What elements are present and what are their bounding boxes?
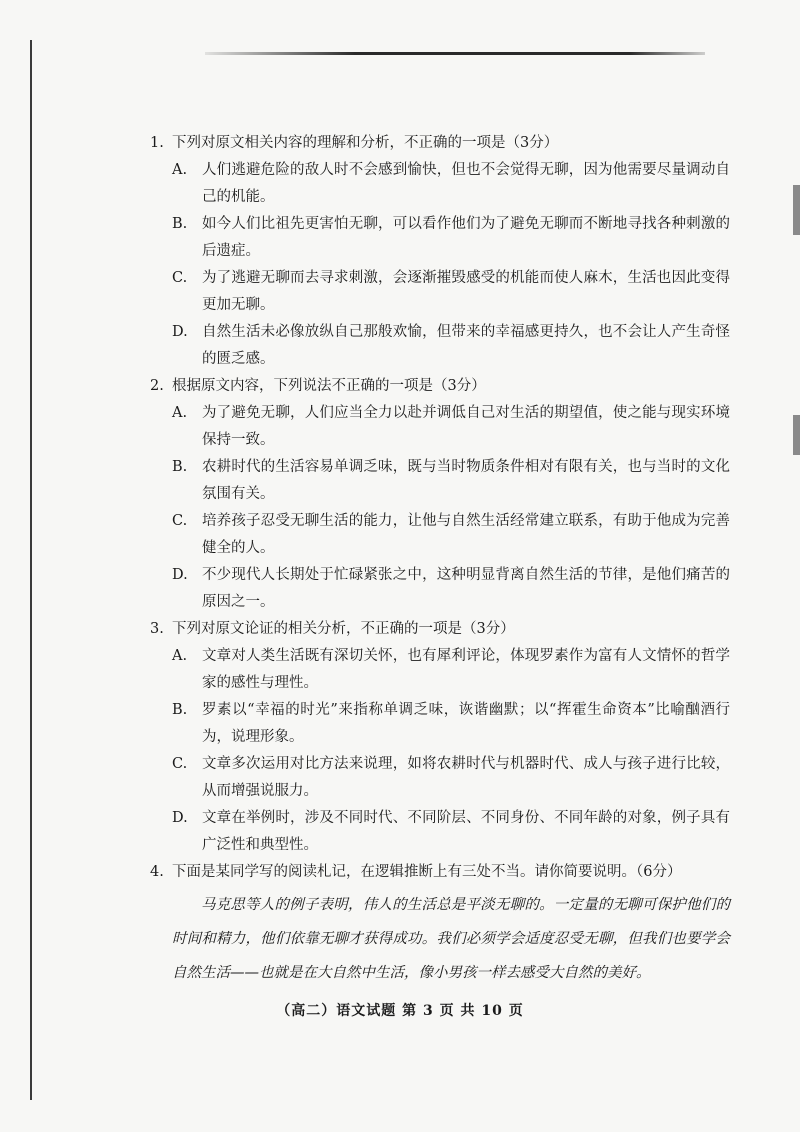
reading-note: 马克思等人的例子表明，伟人的生活总是平淡无聊的。一定量的无聊可保护他们的时间和精力，他们依靠无聊才获得成功。我们必须学会适度忍受无聊，但我们也要学会自然生活——也就是在大自然中生活，像小男孩一样去感受大自然的美好。 [172,897,730,981]
option-text: 人们逃避危险的敌人时不会感到愉快，但也不会觉得无聊，因为他需要尽量调动自己的机能。 [202,162,730,205]
option-c [150,508,730,562]
option-b [150,454,730,508]
option-letter: A. [172,162,188,178]
option-text: 为了避免无聊，人们应当全力以赴并调低自己对生活的期望值，使之能与现实环境保持一致。 [202,405,730,448]
option-a [150,643,730,697]
question-stem: 下列对原文相关内容的理解和分析，不正确的一项是（3分） [172,135,559,151]
option-letter: D. [172,567,188,583]
option-text: 文章对人类生活既有深切关怀，也有犀利评论，体现罗素作为富有人文情怀的哲学家的感性与理性。 [202,648,730,691]
option-text: 培养孩子忍受无聊生活的能力，让他与自然生活经常建立联系，有助于他成为完善健全的人。 [202,513,730,556]
option-a [150,400,730,454]
question-stem: 下列对原文论证的相关分析，不正确的一项是（3分） [172,621,515,637]
question-number: 3. [150,621,164,637]
option-text: 为了逃避无聊而去寻求刺激，会逐渐摧毁感受的机能而使人麻木，生活也因此变得更加无聊。 [202,270,730,313]
option-b [150,697,730,751]
question-4 [150,859,730,990]
option-letter: D. [172,324,188,340]
option-text: 文章多次运用对比方法来说理，如将农耕时代与机器时代、成人与孩子进行比较，从而增强说服力。 [202,756,730,799]
option-d [150,562,730,616]
option-a [150,157,730,211]
question-number: 4. [150,864,164,880]
option-letter: A. [172,405,188,421]
option-letter: C. [172,756,188,772]
question-list [150,130,730,990]
option-b [150,211,730,265]
option-letter: B. [172,216,188,232]
option-text: 罗素以“幸福的时光”来指称单调乏味，诙谐幽默；以“挥霍生命资本”比喻酗酒行为，说理形象。 [202,702,730,745]
option-d [150,805,730,859]
option-letter: B. [172,702,188,718]
page-footer: （高二）语文试题 第 3 页 共 10 页 [276,1003,524,1019]
question-number: 1. [150,135,164,151]
question-stem: 下面是某同学写的阅读札记，在逻辑推断上有三处不当。请你简要说明。（6分） [172,864,682,880]
page-left-edge [30,40,32,1100]
option-c [150,751,730,805]
option-text: 自然生活未必像放纵自己那般欢愉，但带来的幸福感更持久，也不会让人产生奇怪的匮乏感。 [202,324,730,367]
option-letter: B. [172,459,188,475]
question-2 [150,373,730,616]
scan-edge-mark [793,185,800,235]
top-rule [205,52,705,55]
option-letter: C. [172,270,188,286]
question-stem: 根据原文内容，下列说法不正确的一项是（3分） [172,378,486,394]
option-text: 不少现代人长期处于忙碌紧张之中，这种明显背离自然生活的节律，是他们痛苦的原因之一。 [202,567,730,610]
option-c [150,265,730,319]
question-1 [150,130,730,373]
scan-edge-mark [793,415,800,455]
option-letter: D. [172,810,188,826]
option-letter: A. [172,648,188,664]
option-letter: C. [172,513,188,529]
option-text: 如今人们比祖先更害怕无聊，可以看作他们为了避免无聊而不断地寻找各种刺激的后遗症。 [202,216,730,259]
option-d [150,319,730,373]
option-text: 文章在举例时，涉及不同时代、不同阶层、不同身份、不同年龄的对象，例子具有广泛性和典型性。 [202,810,730,853]
option-text: 农耕时代的生活容易单调乏味，既与当时物质条件相对有限有关，也与当时的文化氛围有关。 [202,459,730,502]
question-number: 2. [150,378,164,394]
question-3 [150,616,730,859]
